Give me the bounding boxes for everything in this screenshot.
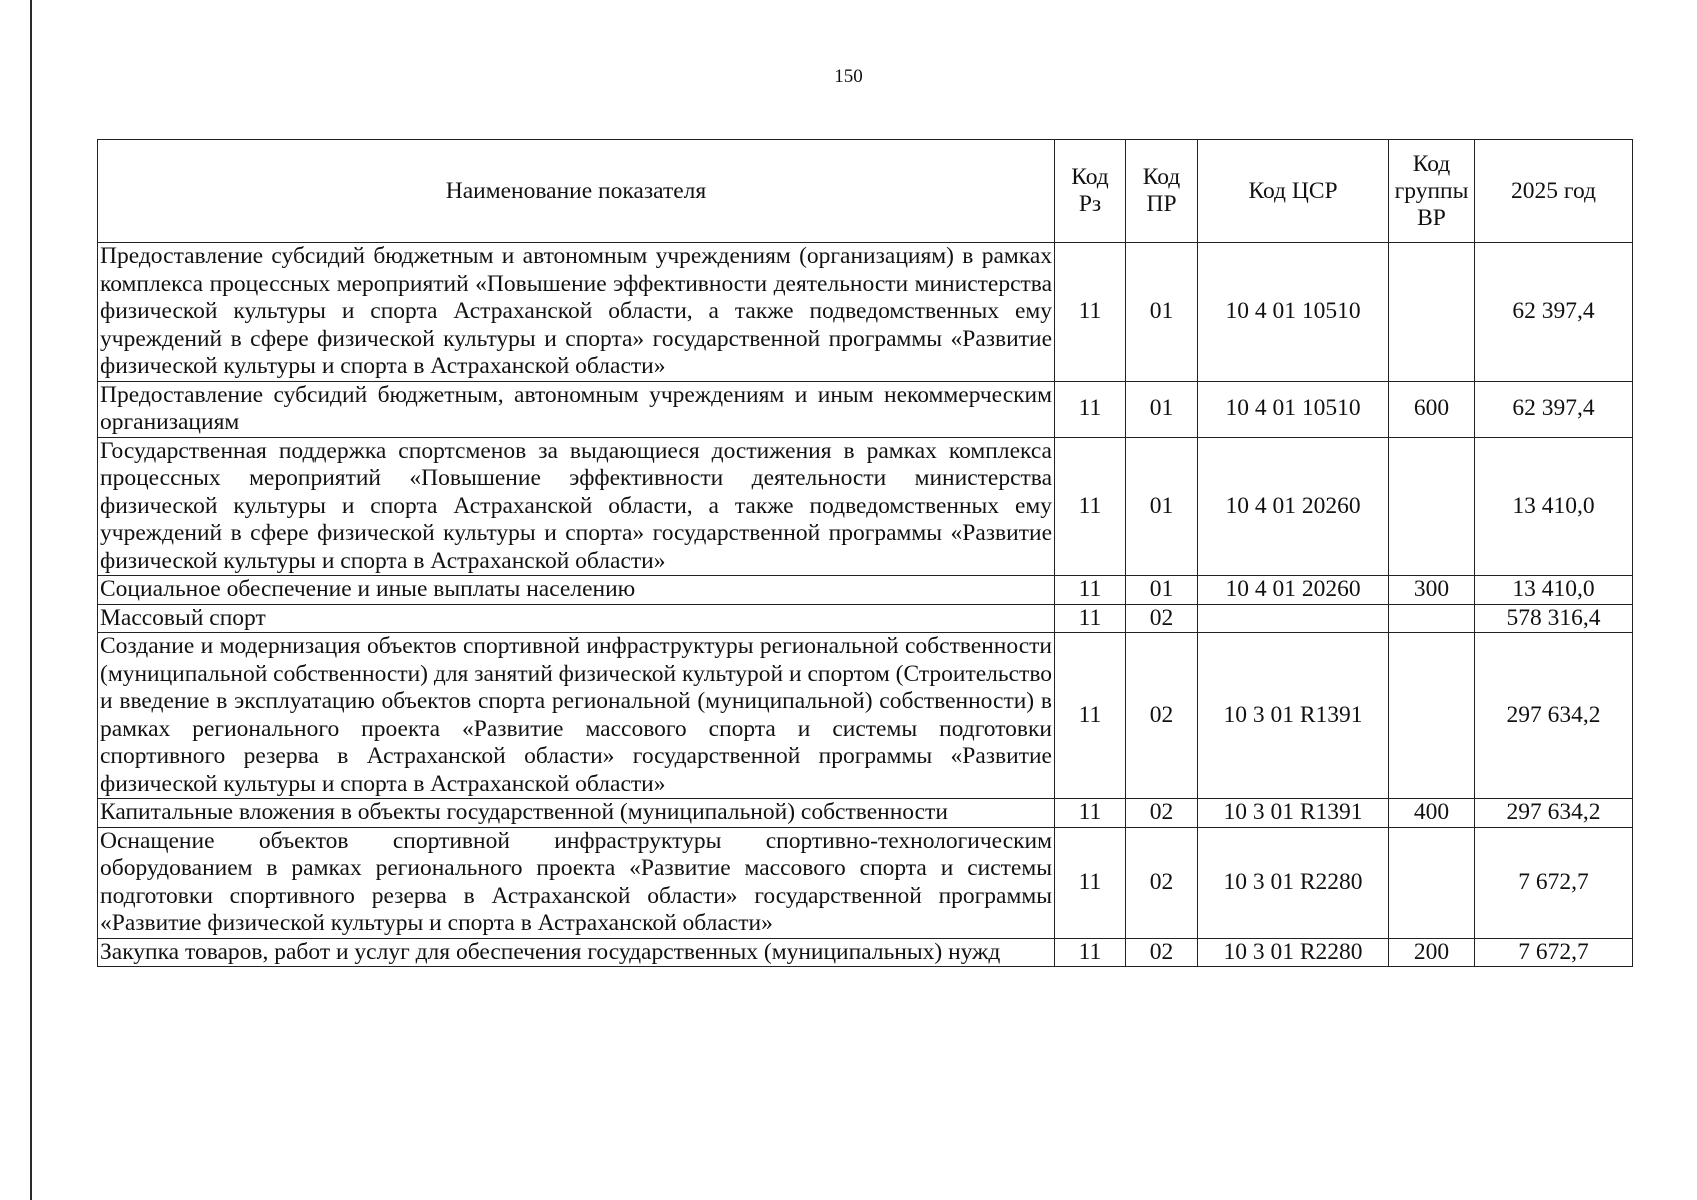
row-rz: 11 (1055, 437, 1126, 576)
row-name: Оснащение объектов спортивной инфраструктуры спортивно-технологическим оборудованием в рамках регионального проекта «Развитие массового спорта и системы подготовки спортивного резерва в Астраханской области» государственной программы «Развитие физической культуры и спорта в Астраханской области» (98, 827, 1055, 938)
header-csr: Код ЦСР (1198, 140, 1389, 243)
row-pr: 02 (1126, 633, 1198, 799)
header-rz: Код Рз (1055, 140, 1126, 243)
row-pr: 01 (1126, 576, 1198, 605)
row-name: Капитальные вложения в объекты государственной (муниципальной) собственности (98, 799, 1055, 828)
table-row (98, 381, 1633, 437)
table-row (98, 799, 1633, 828)
row-rz: 11 (1055, 799, 1126, 828)
row-name: Закупка товаров, работ и услуг для обеспечения государственных (муниципальных) нужд (98, 938, 1055, 967)
row-amount: 62 397,4 (1475, 243, 1633, 382)
row-amount: 297 634,2 (1475, 799, 1633, 828)
table-row (98, 243, 1633, 382)
row-amount: 7 672,7 (1475, 938, 1633, 967)
row-vr (1389, 243, 1475, 382)
row-rz: 11 (1055, 633, 1126, 799)
row-rz: 11 (1055, 827, 1126, 938)
row-rz: 11 (1055, 576, 1126, 605)
row-vr (1389, 827, 1475, 938)
budget-table (97, 139, 1633, 967)
row-csr: 10 4 01 20260 (1198, 576, 1389, 605)
row-rz: 11 (1055, 938, 1126, 967)
row-pr: 02 (1126, 799, 1198, 828)
row-vr: 300 (1389, 576, 1475, 605)
row-csr: 10 4 01 20260 (1198, 437, 1389, 576)
row-pr: 02 (1126, 938, 1198, 967)
page-number: 150 (834, 66, 863, 87)
table-row (98, 633, 1633, 799)
row-name: Предоставление субсидий бюджетным и автономным учреждениям (организациям) в рамках комплекса процессных мероприятий «Повышение эффективности деятельности министерства физической культуры и спорта Астраханской области, а также подведомственных ему учреждений в сфере физической культуры и спорта» государственной программы «Развитие физической культуры и спорта в Астраханской области» (98, 243, 1055, 382)
row-amount: 13 410,0 (1475, 576, 1633, 605)
row-name: Социальное обеспечение и иные выплаты населению (98, 576, 1055, 605)
row-vr: 400 (1389, 799, 1475, 828)
table-row (98, 827, 1633, 938)
row-name: Создание и модернизация объектов спортивной инфраструктуры региональной собственности (муниципальной собственности) для занятий физической культурой и спортом (Строительство и введение в эксплуатацию объектов спорта региональной (муниципальной) собственности) в рамках регионального проекта «Развитие массового спорта и системы подготовки спортивного резерва в Астраханской области» государственной программы «Развитие физической культуры и спорта в Астраханской области» (98, 633, 1055, 799)
row-csr: 10 3 01 R2280 (1198, 827, 1389, 938)
row-amount: 297 634,2 (1475, 633, 1633, 799)
row-amount: 62 397,4 (1475, 381, 1633, 437)
row-csr: 10 4 01 10510 (1198, 243, 1389, 382)
row-vr: 600 (1389, 381, 1475, 437)
row-rz: 11 (1055, 381, 1126, 437)
row-csr: 10 3 01 R1391 (1198, 799, 1389, 828)
row-amount: 578 316,4 (1475, 604, 1633, 633)
row-vr (1389, 604, 1475, 633)
row-vr (1389, 633, 1475, 799)
row-vr: 200 (1389, 938, 1475, 967)
row-vr (1389, 437, 1475, 576)
table-row (98, 604, 1633, 633)
row-amount: 13 410,0 (1475, 437, 1633, 576)
row-name: Государственная поддержка спортсменов за выдающиеся достижения в рамках комплекса процессных мероприятий «Повышение эффективности деятельности министерства физической культуры и спорта Астраханской области, а также подведомственных ему учреждений в сфере физической культуры и спорта» государственной программы «Развитие физической культуры и спорта в Астраханской области» (98, 437, 1055, 576)
table-row (98, 437, 1633, 576)
row-rz: 11 (1055, 243, 1126, 382)
header-pr: Код ПР (1126, 140, 1198, 243)
row-csr (1198, 604, 1389, 633)
table-header-row (98, 140, 1633, 243)
row-csr: 10 3 01 R1391 (1198, 633, 1389, 799)
table-row (98, 576, 1633, 605)
header-name: Наименование показателя (98, 140, 1055, 243)
header-year: 2025 год (1475, 140, 1633, 243)
row-pr: 01 (1126, 437, 1198, 576)
row-name: Массовый спорт (98, 604, 1055, 633)
row-pr: 02 (1126, 827, 1198, 938)
table-row (98, 938, 1633, 967)
row-csr: 10 3 01 R2280 (1198, 938, 1389, 967)
row-pr: 01 (1126, 381, 1198, 437)
row-name: Предоставление субсидий бюджетным, автономным учреждениям и иным некоммерческим организациям (98, 381, 1055, 437)
row-pr: 01 (1126, 243, 1198, 382)
row-amount: 7 672,7 (1475, 827, 1633, 938)
row-pr: 02 (1126, 604, 1198, 633)
row-rz: 11 (1055, 604, 1126, 633)
header-vr: Код группы ВР (1389, 140, 1475, 243)
binding-margin-line (30, 0, 32, 1200)
row-csr: 10 4 01 10510 (1198, 381, 1389, 437)
